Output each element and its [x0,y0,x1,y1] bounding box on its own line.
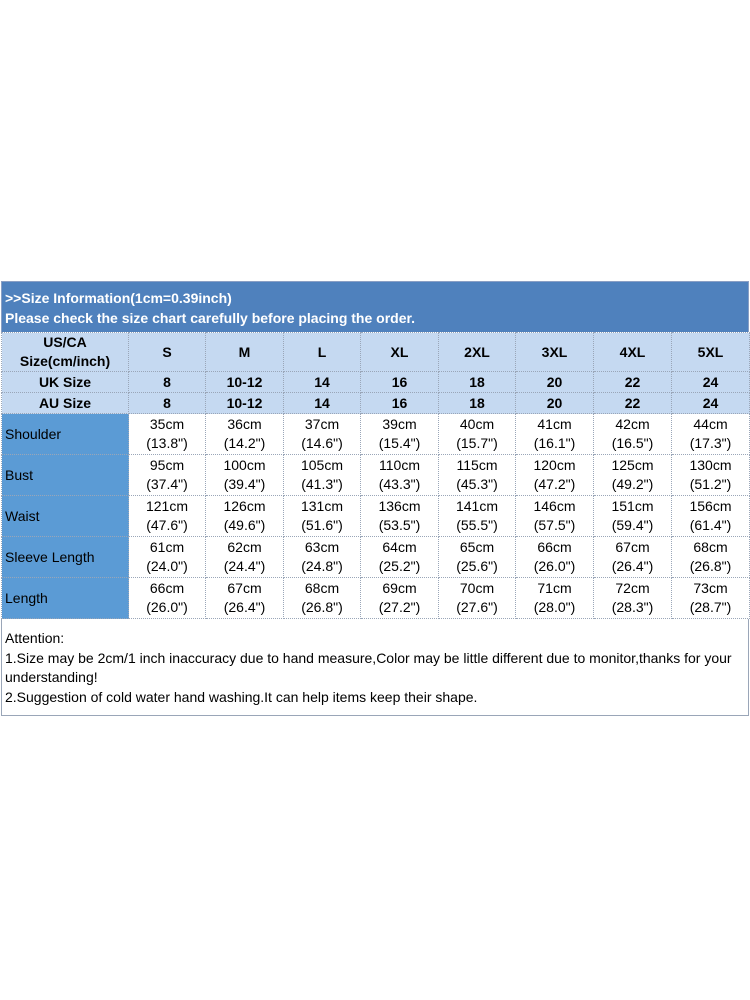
measurement-cell [439,414,516,455]
measurement-cell [284,537,361,578]
measurement-inch: (27.2") [378,599,421,615]
au-size-cell: 10-12 [206,393,284,414]
notes-title: Attention: [5,630,65,646]
measurement-cm: 110cm [379,457,420,473]
au-size-cell: 18 [439,393,516,414]
measurement-cm: 44cm [693,416,728,432]
measurement-cell [361,496,439,537]
measurement-cell [594,537,672,578]
measurement-cm: 95cm [149,457,185,473]
measurement-cell [672,578,750,619]
measurement-cell [129,455,206,496]
measurement-row [2,414,750,455]
measurement-cell [206,455,284,496]
size-header-cell: M [206,333,284,372]
measurement-cm: 100cm [223,457,266,473]
measurement-inch: (16.5") [611,435,654,451]
measurement-cm: 125cm [611,457,654,473]
measurement-inch: (26.8") [301,599,343,615]
uk-size-cell: 24 [672,372,750,393]
size-header-label-line2: Size(cm/inch) [19,353,111,369]
measurement-cell [516,537,594,578]
measurement-label: Length [2,578,129,619]
au-size-row [2,393,750,414]
measurement-cm: 105cm [300,457,344,473]
measurement-cell [594,455,672,496]
measurement-label: Shoulder [2,414,129,455]
measurement-inch: (41.3") [301,476,343,492]
size-header-cell: 2XL [439,333,516,372]
measurement-inch: (51.2") [689,476,732,492]
measurement-inch: (61.4") [689,517,732,533]
uk-size-cell: 16 [361,372,439,393]
measurement-cm: 120cm [533,457,576,473]
measurement-inch: (55.5") [456,517,498,533]
uk-size-row [2,372,750,393]
size-header-cell: XL [361,333,439,372]
measurement-cell [516,455,594,496]
measurement-cm: 37cm [304,416,340,432]
measurement-cell [361,455,439,496]
measurement-inch: (59.4") [611,517,654,533]
measurement-inch: (13.8") [146,435,188,451]
measurement-cm: 67cm [227,580,262,596]
measurement-cell [516,496,594,537]
measurement-cell [129,578,206,619]
measurement-inch: (43.3") [378,476,421,492]
measurement-inch: (49.2") [611,476,654,492]
measurement-cell [206,496,284,537]
measurement-inch: (15.4") [378,435,421,451]
uk-size-cell: 10-12 [206,372,284,393]
measurement-inch: (45.3") [456,476,498,492]
measurement-inch: (16.1") [533,435,576,451]
au-size-cell: 20 [516,393,594,414]
measurement-cm: 126cm [223,498,266,514]
measurement-inch: (14.6") [301,435,343,451]
size-header-label-line1: US/CA [43,334,87,350]
measurement-cell [516,414,594,455]
measurement-cm: 42cm [615,416,650,432]
measurement-inch: (28.7") [689,599,732,615]
measurement-inch: (37.4") [146,476,188,492]
size-header-cell: L [284,333,361,372]
measurement-cm: 71cm [537,580,572,596]
size-header-label [2,333,129,372]
measurement-cm: 73cm [693,580,728,596]
measurement-label: Bust [2,455,129,496]
measurement-cell [284,496,361,537]
measurement-cell [594,496,672,537]
measurement-cell [284,455,361,496]
measurement-label: Sleeve Length [2,537,129,578]
measurement-cm: 146cm [533,498,576,514]
measurement-cm: 40cm [459,416,495,432]
uk-size-cell: 22 [594,372,672,393]
measurement-inch: (39.4") [223,476,266,492]
measurement-cm: 115cm [456,457,498,473]
measurement-cm: 62cm [227,539,262,555]
uk-size-cell: 8 [129,372,206,393]
measurement-cm: 66cm [149,580,185,596]
measurement-inch: (24.0") [146,558,188,574]
measurement-cm: 136cm [378,498,421,514]
measurement-inch: (25.2") [378,558,421,574]
measurement-inch: (27.6") [456,599,498,615]
measurement-cm: 151cm [611,498,654,514]
measurement-cm: 131cm [300,498,344,514]
au-size-cell: 16 [361,393,439,414]
measurement-inch: (26.0") [533,558,576,574]
au-size-cell: 22 [594,393,672,414]
measurement-row [2,537,750,578]
measurement-cm: 35cm [149,416,185,432]
size-header-cell: S [129,333,206,372]
measurement-cell [361,578,439,619]
attention-notes [1,619,749,716]
measurement-cm: 69cm [382,580,417,596]
banner-subtitle: Please check the size chart carefully before placing the order. [5,310,416,326]
measurement-cell [594,414,672,455]
au-size-cell: 8 [129,393,206,414]
measurement-inch: (49.6") [223,517,266,533]
measurement-cell [284,414,361,455]
size-header-row [2,333,750,372]
measurement-cell [672,537,750,578]
uk-size-label: UK Size [2,372,129,393]
measurement-cm: 66cm [537,539,572,555]
measurement-cell [206,414,284,455]
measurement-cm: 68cm [693,539,728,555]
measurement-inch: (57.5") [533,517,576,533]
measurement-cell [361,537,439,578]
measurement-row [2,578,750,619]
measurement-cell [129,414,206,455]
measurement-cell [129,496,206,537]
measurement-cell [439,455,516,496]
measurement-cell [439,578,516,619]
measurement-cm: 130cm [689,457,732,473]
measurement-inch: (17.3") [689,435,732,451]
measurement-inch: (53.5") [378,517,421,533]
measurement-inch: (25.6") [456,558,498,574]
measurement-inch: (47.6") [146,517,188,533]
measurement-cm: 121cm [145,498,189,514]
measurement-cm: 41cm [537,416,572,432]
measurement-inch: (28.3") [611,599,654,615]
measurement-cm: 68cm [304,580,340,596]
size-header-cell: 3XL [516,333,594,372]
measurement-inch: (26.8") [689,558,732,574]
measurement-cm: 61cm [149,539,185,555]
measurement-cell [672,496,750,537]
measurement-inch: (26.0") [146,599,188,615]
measurement-cm: 70cm [459,580,495,596]
measurement-cm: 156cm [689,498,732,514]
measurement-row [2,455,750,496]
measurement-inch: (15.7") [456,435,498,451]
measurement-cell [284,578,361,619]
uk-size-cell: 18 [439,372,516,393]
size-table [1,332,750,619]
measurement-cell [439,537,516,578]
measurement-inch: (24.8") [301,558,343,574]
measurement-inch: (26.4") [223,599,266,615]
measurement-label: Waist [2,496,129,537]
au-size-label: AU Size [2,393,129,414]
size-header-cell: 5XL [672,333,750,372]
measurement-cell [516,578,594,619]
measurement-cm: 36cm [227,416,262,432]
measurement-cell [672,455,750,496]
measurement-cell [129,537,206,578]
measurement-inch: (26.4") [611,558,654,574]
measurement-cm: 141cm [455,498,499,514]
measurement-cell [206,537,284,578]
measurement-cell [361,414,439,455]
measurement-cm: 67cm [615,539,650,555]
measurement-cell [206,578,284,619]
measurement-cm: 65cm [459,539,495,555]
size-header-cell: 4XL [594,333,672,372]
measurement-cm: 63cm [304,539,340,555]
measurement-inch: (14.2") [223,435,266,451]
banner-title: >>Size Information(1cm=0.39inch) [5,290,232,306]
uk-size-cell: 20 [516,372,594,393]
size-info-banner [1,281,749,332]
measurement-inch: (28.0") [533,599,576,615]
notes-line-2: 2.Suggestion of cold water hand washing.It can help items keep their shape. [5,688,478,705]
notes-line-1: 1.Size may be 2cm/1 inch inaccuracy due to hand measure,Color may be little different due to monitor,thanks for your understanding! [5,649,732,685]
measurement-cm: 72cm [615,580,650,596]
measurement-cell [439,496,516,537]
size-chart [1,281,749,716]
au-size-cell: 14 [284,393,361,414]
measurement-inch: (47.2") [533,476,576,492]
measurement-cell [672,414,750,455]
measurement-cm: 64cm [382,539,417,555]
measurement-inch: (51.6") [301,517,343,533]
au-size-cell: 24 [672,393,750,414]
measurement-row [2,496,750,537]
uk-size-cell: 14 [284,372,361,393]
measurement-inch: (24.4") [223,558,266,574]
measurement-cm: 39cm [382,416,417,432]
measurement-cell [594,578,672,619]
